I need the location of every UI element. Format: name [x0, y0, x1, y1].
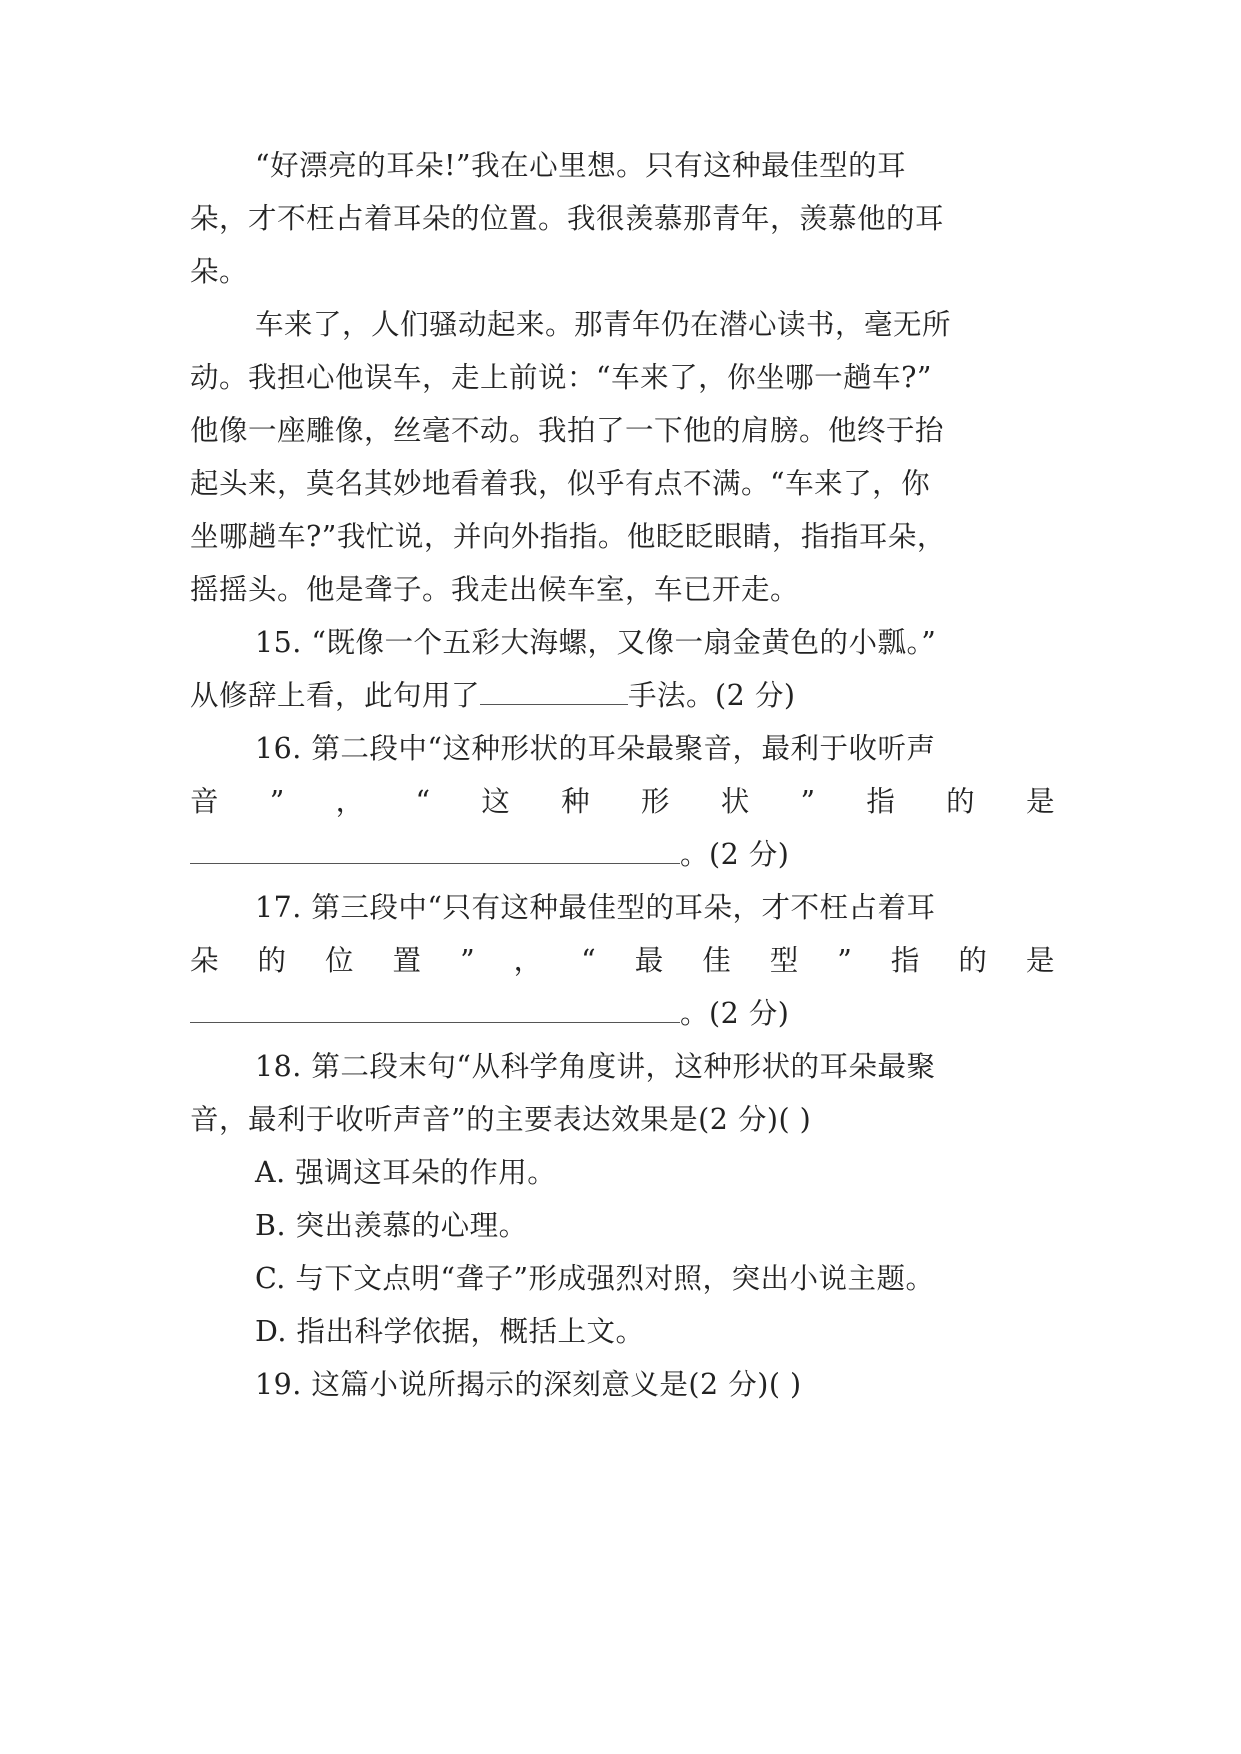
option-b: B. 突出羡慕的心理。 — [255, 1209, 528, 1242]
char: 状 — [720, 785, 750, 818]
question-text-part: 手法。(2 分) — [628, 679, 796, 712]
question-text: 17. 第三段中“只有这种最佳型的耳朵，才不枉占着耳 — [255, 891, 936, 924]
char: 朵 — [190, 944, 220, 977]
char: 种 — [561, 785, 591, 818]
char: 形 — [640, 785, 670, 818]
question-text — [190, 676, 795, 716]
question-text: 16. 第二段中“这种形状的耳朵最聚音，最利于收听声 — [255, 732, 936, 765]
char: 指 — [866, 785, 896, 818]
answer-line — [190, 835, 789, 875]
char: 置 — [392, 944, 422, 977]
question-text: 15. “既像一个五彩大海螺，又像一扇金黄色的小瓢。” — [255, 626, 937, 659]
question-text: 18. 第二段末句“从科学角度讲，这种形状的耳朵最聚 — [255, 1050, 936, 1083]
char: 佳 — [702, 944, 732, 977]
char: “ — [581, 944, 597, 977]
option-d: D. 指出科学依据，概括上文。 — [255, 1315, 645, 1348]
question-text: 19. 这篇小说所揭示的深刻意义是(2 分)( ) — [255, 1368, 802, 1401]
char: 的 — [958, 944, 988, 977]
char: ” — [800, 785, 816, 818]
question-text: 音，最利于收听声音”的主要表达效果是(2 分)( ) — [190, 1103, 812, 1136]
char: 是 — [1025, 944, 1055, 977]
text-line: 摇摇头。他是聋子。我走出候车室，车已开走。 — [190, 573, 800, 606]
question-text-part: 从修辞上看，此句用了 — [190, 679, 481, 712]
text-line: 动。我担心他误车，走上前说：“车来了，你坐哪一趟车?” — [190, 361, 932, 394]
answer-blank[interactable] — [190, 837, 680, 864]
char: 音 — [190, 785, 220, 818]
char: 这 — [481, 785, 511, 818]
char: ” — [837, 944, 853, 977]
document-page — [190, 0, 1055, 1754]
text-line: 起头来，莫名其妙地看着我，似乎有点不满。“车来了，你 — [190, 467, 931, 500]
text-line: 朵，才不枉占着耳朵的位置。我很羡慕那青年，羡慕他的耳 — [190, 202, 945, 235]
char: ” — [269, 785, 285, 818]
answer-blank[interactable] — [190, 996, 680, 1023]
char: 的 — [257, 944, 287, 977]
text-line: 他像一座雕像，丝毫不动。我拍了一下他的肩膀。他终于抬 — [190, 414, 945, 447]
option-a: A. 强调这耳朵的作用。 — [255, 1156, 557, 1189]
option-c: C. 与下文点明“聋子”形成强烈对照，突出小说主题。 — [255, 1262, 935, 1295]
char: 的 — [946, 785, 976, 818]
question-text-part: 。(2 分) — [680, 997, 790, 1030]
answer-line — [190, 994, 789, 1034]
char: ， — [335, 785, 365, 818]
question-text-part: 。(2 分) — [680, 838, 790, 871]
text-line: 朵。 — [190, 255, 249, 288]
answer-blank[interactable] — [480, 678, 628, 705]
text-line: 坐哪趟车?”我忙说，并向外指指。他眨眨眼睛，指指耳朵， — [190, 520, 946, 553]
char: ， — [513, 944, 543, 977]
char: ” — [460, 944, 476, 977]
text-line: 车来了，人们骚动起来。那青年仍在潜心读书，毫无所 — [255, 308, 952, 341]
char: 最 — [634, 944, 664, 977]
justified-line — [190, 782, 1055, 822]
char: 型 — [769, 944, 799, 977]
char: 是 — [1025, 785, 1055, 818]
text-line: “好漂亮的耳朵!”我在心里想。只有这种最佳型的耳 — [255, 149, 907, 182]
char: “ — [415, 785, 431, 818]
justified-line — [190, 941, 1055, 981]
char: 位 — [325, 944, 355, 977]
char: 指 — [890, 944, 920, 977]
